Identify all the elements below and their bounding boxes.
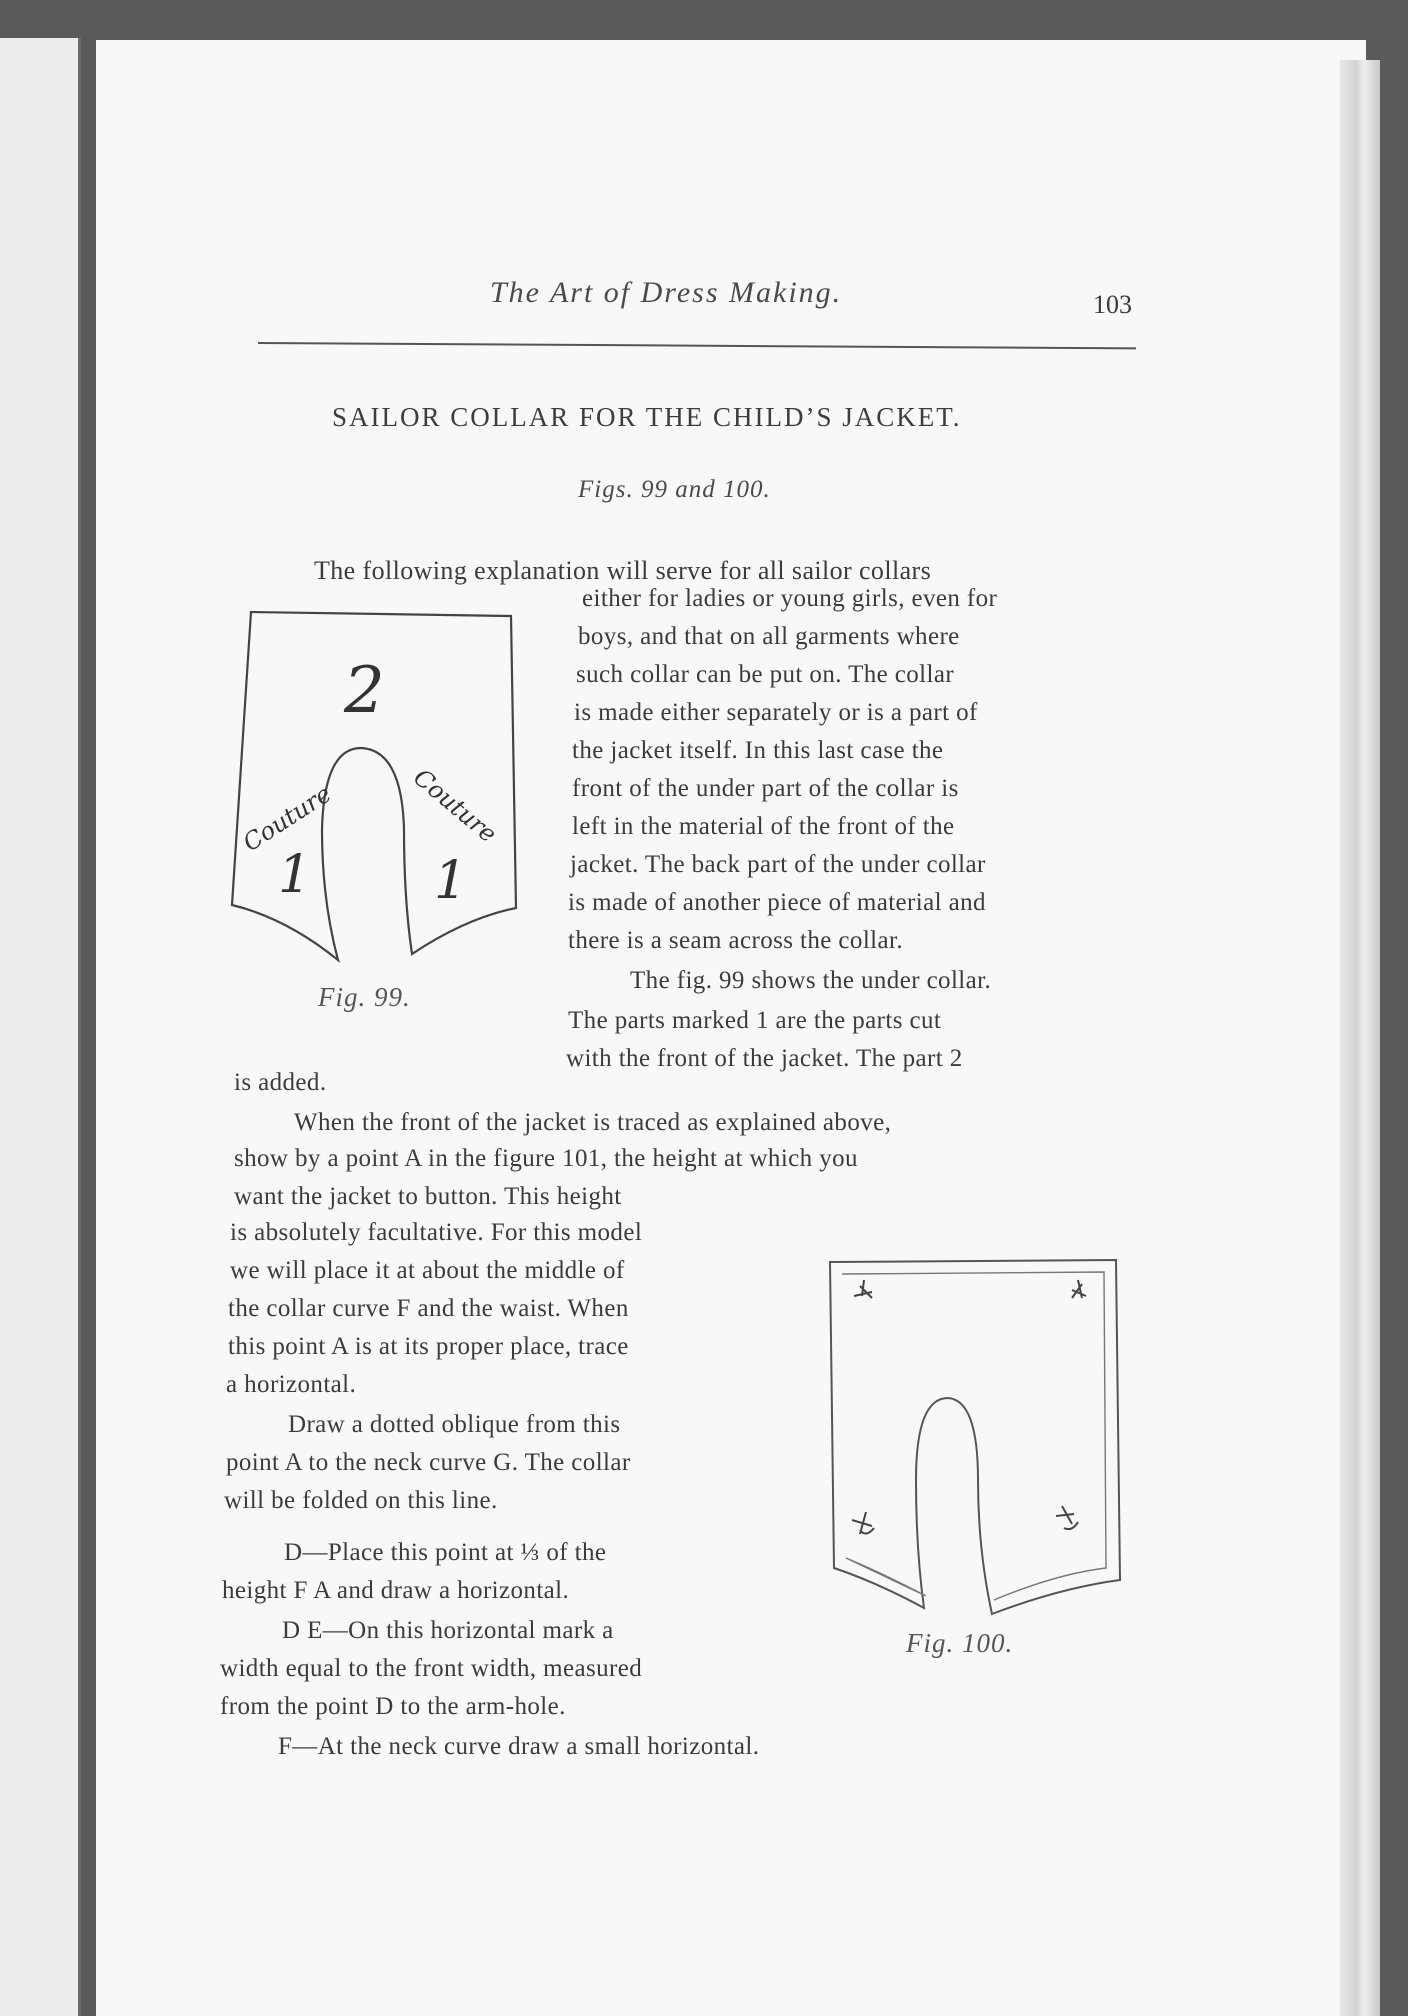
text-line: either for ladies or young girls, even for <box>582 585 998 612</box>
text-line: show by a point A in the figure 101, the height at which you <box>234 1145 858 1172</box>
text-line: the collar curve F and the waist. When <box>228 1295 629 1322</box>
text-line: is absolutely facultative. For this model <box>230 1219 643 1246</box>
text-line: Draw a dotted oblique from this <box>288 1411 621 1438</box>
page-stack-edge <box>1340 60 1380 2016</box>
text-line: is made of another piece of material and <box>568 889 986 916</box>
text-line: with the front of the jacket. The part 2 <box>566 1045 963 1072</box>
fig99-caption: Fig. 99. <box>318 982 411 1012</box>
figure-99-under-collar <box>226 600 526 980</box>
fig99-seam-label-left: Couture <box>238 779 337 858</box>
text-line: jacket. The back part of the under collar <box>570 851 986 878</box>
text-line: The parts marked 1 are the parts cut <box>568 1007 942 1034</box>
section-title: SAILOR COLLAR FOR THE CHILD’S JACKET. <box>332 402 962 432</box>
text-line: D—Place this point at ⅓ of the <box>284 1539 607 1566</box>
text-line: left in the material of the front of the <box>572 813 955 840</box>
figure-reference: Figs. 99 and 100. <box>578 476 771 503</box>
fig99-label-1-right: 1 <box>434 851 468 911</box>
text-line: will be folded on this line. <box>224 1487 498 1514</box>
text-line: there is a seam across the collar. <box>568 927 903 954</box>
anchor-icon <box>852 1280 1086 1534</box>
text-line: is added. <box>234 1069 327 1096</box>
text-line: The following explanation will serve for all sailor collars <box>314 556 932 585</box>
text-line: this point A is at its proper place, trace <box>228 1333 629 1360</box>
text-line: want the jacket to button. This height <box>234 1183 622 1210</box>
text-line: D E—On this horizontal mark a <box>282 1617 614 1644</box>
text-line: height F A and draw a horizontal. <box>222 1577 570 1604</box>
text-line: boys, and that on all garments where <box>578 623 960 650</box>
text-line: F—At the neck curve draw a small horizontal. <box>278 1733 760 1760</box>
text-line: front of the under part of the collar is <box>572 775 959 802</box>
running-title: The Art of Dress Making. <box>490 276 843 309</box>
figure-100-sailor-collar <box>820 1250 1140 1630</box>
text-line: we will place it at about the middle of <box>230 1257 625 1284</box>
text-line: point A to the neck curve G. The collar <box>226 1449 631 1476</box>
page-number: 103 <box>1093 290 1132 319</box>
fig99-seam-label-right: Couture <box>408 763 503 849</box>
facing-page-edge <box>0 38 81 2016</box>
fig99-label-1-left: 1 <box>278 845 312 905</box>
text-line: a horizontal. <box>226 1371 357 1398</box>
text-line: width equal to the front width, measured <box>220 1655 643 1682</box>
text-line: is made either separately or is a part of <box>574 699 978 726</box>
text-line: the jacket itself. In this last case the <box>572 737 944 764</box>
text-line: When the front of the jacket is traced as explained above, <box>294 1109 892 1136</box>
fig100-caption: Fig. 100. <box>906 1628 1014 1658</box>
text-line: such collar can be put on. The collar <box>576 661 955 688</box>
text-line: from the point D to the arm-hole. <box>220 1693 566 1720</box>
fig99-label-2: 2 <box>344 654 385 728</box>
text-line: The fig. 99 shows the under collar. <box>630 967 992 994</box>
